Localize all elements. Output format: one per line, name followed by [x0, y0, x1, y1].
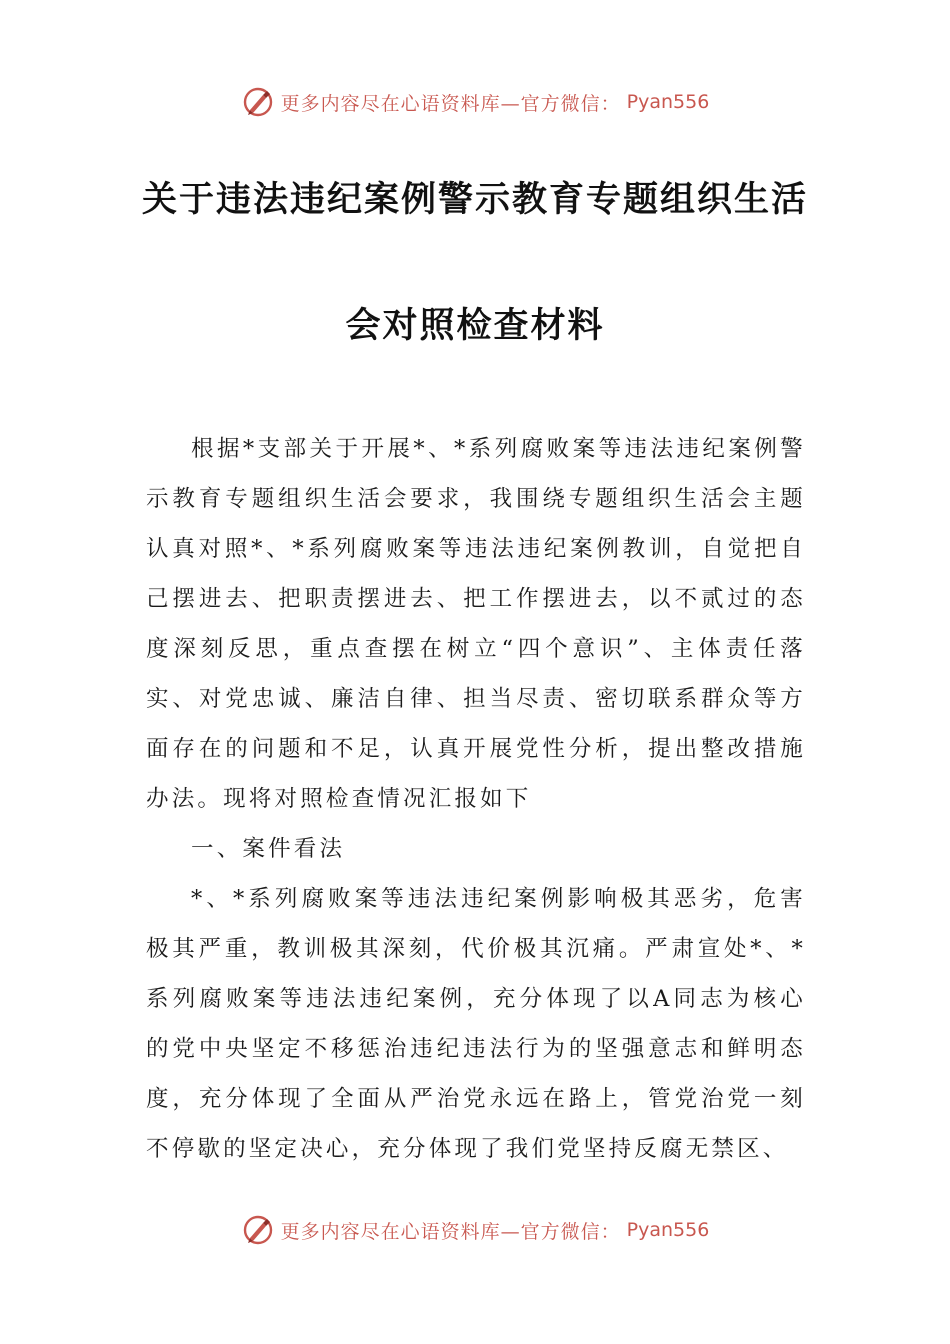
pen-logo-icon: [241, 85, 275, 119]
pen-logo-icon: [241, 1213, 275, 1247]
document-body: [146, 424, 806, 1174]
watermark-banner-bottom: [0, 1210, 950, 1250]
intro-paragraph: 根据*支部关于开展*、*系列腐败案等违法违纪案例警示教育专题组织生活会要求，我围绕专题组织生活会主题认真对照*、*系列腐败案等违法违纪案例教训，自觉把自己摆进去、把职责摆进去、把工作摆进去，以不贰过的态度深刻反思，重点查摆在树立“四个意识”、主体责任落实、对党忠诚、廉洁自律、担当尽责、密切联系群众等方面存在的问题和不足，认真开展党性分析，提出整改措施办法。现将对照检查情况汇报如下: [146, 436, 806, 812]
document-title-line-2: 会对照检查材料: [345, 306, 605, 346]
case-views-paragraph: *、*系列腐败案等违法违纪案例影响极其恶劣，危害极其严重，教训极其深刻，代价极其沉痛。严肃宣处*、*系列腐败案等违法违纪案例，充分体现了以A同志为核心的党中央坚定不移惩治违纪违法行为的坚强意志和鲜明态度，充分体现了全面从严治党永远在路上，管党治党一刻不停歇的坚定决心，充分体现了我们党坚持反腐无禁区、: [146, 886, 806, 1162]
watermark-wechat-id: Pyan556: [626, 91, 710, 113]
watermark-text: 更多内容尽在心语资料库—官方微信：: [280, 1220, 621, 1243]
watermark-text: 更多内容尽在心语资料库—官方微信：: [280, 92, 621, 115]
watermark-banner-top: [0, 82, 950, 122]
watermark-wechat-id: Pyan556: [626, 1219, 710, 1241]
document-title-line-1: 关于违法违纪案例警示教育专题组织生活: [141, 180, 808, 220]
section-heading-case-views: 一、案件看法: [191, 836, 346, 862]
